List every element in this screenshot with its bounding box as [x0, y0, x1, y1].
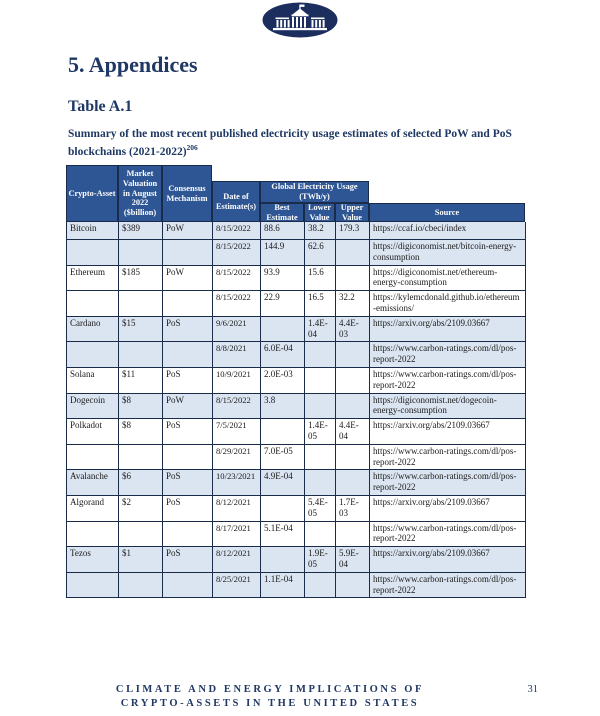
table-row: [67, 291, 526, 317]
cell-crypto-asset: Tezos: [67, 547, 119, 573]
cell-upper-value: 179.3: [336, 222, 370, 240]
cell-best-estimate: 2.0E-03: [261, 368, 305, 394]
header-source: Source: [369, 203, 525, 222]
cell-upper-value: 4.4E-04: [336, 419, 370, 445]
cell-upper-value: 4.4E-03: [336, 317, 370, 343]
cell-lower-value: [305, 470, 336, 496]
header-crypto-asset: Crypto-Asset: [66, 165, 118, 222]
cell-date: 7/5/2021: [213, 419, 261, 445]
cell-source: https://arxiv.org/abs/2109.03667: [370, 419, 526, 445]
table-row: [67, 496, 526, 522]
cell-date: 9/6/2021: [213, 317, 261, 343]
cell-upper-value: [336, 522, 370, 548]
header-global-electricity-usage: Global Electricity Usage (TWh/y): [260, 181, 369, 203]
cell-market-valuation: $2: [119, 496, 163, 522]
cell-upper-value: 5.9E-04: [336, 547, 370, 573]
white-house-seal-icon: [262, 2, 338, 43]
header-date-of-estimate: Date of Estimate(s): [212, 181, 260, 222]
table-row: [67, 266, 526, 292]
cell-consensus: PoS: [163, 547, 213, 573]
electricity-usage-table: [66, 165, 526, 598]
cell-lower-value: [305, 573, 336, 599]
cell-crypto-asset: Polkadot: [67, 419, 119, 445]
cell-date: 8/12/2021: [213, 547, 261, 573]
table-header: [66, 165, 526, 222]
footer-line-2: CRYPTO-ASSETS IN THE UNITED STATES: [120, 697, 420, 709]
cell-date: 8/12/2021: [213, 496, 261, 522]
cell-crypto-asset: Cardano: [67, 317, 119, 343]
table-row: [67, 342, 526, 368]
cell-market-valuation: $8: [119, 394, 163, 420]
cell-best-estimate: 7.0E-05: [261, 445, 305, 471]
table-row: [67, 547, 526, 573]
cell-consensus: [163, 573, 213, 599]
cell-source: https://arxiv.org/abs/2109.03667: [370, 317, 526, 343]
cell-upper-value: [336, 342, 370, 368]
cell-crypto-asset: [67, 291, 119, 317]
table-row: [67, 445, 526, 471]
cell-upper-value: [336, 240, 370, 266]
cell-market-valuation: [119, 573, 163, 599]
cell-consensus: [163, 445, 213, 471]
cell-consensus: PoS: [163, 419, 213, 445]
table-caption-text: Summary of the most recent published electricity usage estimates of selected PoW and PoS blockchains (2021-2022): [68, 128, 512, 158]
cell-date: 8/15/2022: [213, 240, 261, 266]
table-body: [66, 222, 526, 598]
cell-source: https://arxiv.org/abs/2109.03667: [370, 547, 526, 573]
cell-market-valuation: [119, 240, 163, 266]
cell-date: 8/15/2022: [213, 291, 261, 317]
cell-best-estimate: 88.6: [261, 222, 305, 240]
cell-crypto-asset: Dogecoin: [67, 394, 119, 420]
cell-crypto-asset: Avalanche: [67, 470, 119, 496]
cell-lower-value: 38.2: [305, 222, 336, 240]
cell-upper-value: [336, 368, 370, 394]
cell-crypto-asset: [67, 342, 119, 368]
header-consensus: Consensus Mechanism: [162, 165, 212, 222]
cell-lower-value: 16.5: [305, 291, 336, 317]
cell-market-valuation: $8: [119, 419, 163, 445]
cell-consensus: [163, 291, 213, 317]
cell-date: 8/15/2022: [213, 266, 261, 292]
table-caption: [68, 127, 542, 160]
cell-source: https://www.carbon-ratings.com/dl/pos-report-2022: [370, 445, 526, 471]
cell-best-estimate: [261, 419, 305, 445]
cell-consensus: [163, 240, 213, 266]
table-row: [67, 317, 526, 343]
cell-source: https://www.carbon-ratings.com/dl/pos-report-2022: [370, 342, 526, 368]
cell-upper-value: [336, 470, 370, 496]
header-upper-value: Upper Value: [335, 203, 369, 222]
cell-crypto-asset: [67, 445, 119, 471]
cell-source: https://digiconomist.net/ethereum-energy-consumption: [370, 266, 526, 292]
cell-source: https://www.carbon-ratings.com/dl/pos-report-2022: [370, 573, 526, 599]
cell-date: 10/23/2021: [213, 470, 261, 496]
cell-date: 8/8/2021: [213, 342, 261, 368]
cell-lower-value: [305, 342, 336, 368]
cell-crypto-asset: Algorand: [67, 496, 119, 522]
cell-lower-value: [305, 445, 336, 471]
header-market-valuation: Market Valuation in August 2022 ($billion): [118, 165, 162, 222]
cell-market-valuation: [119, 522, 163, 548]
cell-lower-value: 1.9E-05: [305, 547, 336, 573]
cell-best-estimate: 4.9E-04: [261, 470, 305, 496]
cell-best-estimate: [261, 317, 305, 343]
cell-crypto-asset: Ethereum: [67, 266, 119, 292]
cell-date: 8/17/2021: [213, 522, 261, 548]
table-title: Table A.1: [68, 98, 133, 115]
cell-crypto-asset: [67, 522, 119, 548]
cell-best-estimate: [261, 496, 305, 522]
cell-crypto-asset: [67, 573, 119, 599]
cell-upper-value: 1.7E-03: [336, 496, 370, 522]
cell-date: 8/29/2021: [213, 445, 261, 471]
cell-source: https://digiconomist.net/bitcoin-energy-consumption: [370, 240, 526, 266]
cell-crypto-asset: Bitcoin: [67, 222, 119, 240]
cell-date: 8/25/2021: [213, 573, 261, 599]
cell-best-estimate: 144.9: [261, 240, 305, 266]
cell-lower-value: 15.6: [305, 266, 336, 292]
header-lower-value: Lower Value: [304, 203, 335, 222]
cell-upper-value: 32.2: [336, 291, 370, 317]
cell-consensus: PoS: [163, 317, 213, 343]
cell-lower-value: 1.4E-04: [305, 317, 336, 343]
cell-market-valuation: $1: [119, 547, 163, 573]
cell-source: https://kylemcdonald.github.io/ethereum-emissions/: [370, 291, 526, 317]
footer-line-1: CLIMATE AND ENERGY IMPLICATIONS OF: [115, 684, 425, 695]
table-row: [67, 522, 526, 548]
cell-date: 8/15/2022: [213, 222, 261, 240]
cell-best-estimate: 5.1E-04: [261, 522, 305, 548]
cell-consensus: [163, 342, 213, 368]
cell-market-valuation: $11: [119, 368, 163, 394]
table-row: [67, 394, 526, 420]
cell-lower-value: [305, 394, 336, 420]
table-row: [67, 240, 526, 266]
cell-consensus: PoW: [163, 222, 213, 240]
table-row: [67, 368, 526, 394]
cell-market-valuation: $15: [119, 317, 163, 343]
cell-source: https://ccaf.io/cbeci/index: [370, 222, 526, 240]
footnote-reference[interactable]: 206: [186, 142, 198, 152]
cell-consensus: PoW: [163, 394, 213, 420]
cell-consensus: PoS: [163, 496, 213, 522]
cell-lower-value: [305, 368, 336, 394]
cell-crypto-asset: [67, 240, 119, 266]
cell-lower-value: [305, 522, 336, 548]
cell-best-estimate: 1.1E-04: [261, 573, 305, 599]
table-row: [67, 419, 526, 445]
cell-market-valuation: [119, 342, 163, 368]
cell-source: https://www.carbon-ratings.com/dl/pos-report-2022: [370, 522, 526, 548]
cell-lower-value: 5.4E-05: [305, 496, 336, 522]
table-row: [67, 222, 526, 240]
cell-consensus: PoS: [163, 470, 213, 496]
cell-lower-value: 1.4E-05: [305, 419, 336, 445]
cell-upper-value: [336, 573, 370, 599]
cell-date: 8/15/2022: [213, 394, 261, 420]
section-title: 5. Appendices: [68, 52, 198, 77]
cell-market-valuation: $6: [119, 470, 163, 496]
cell-best-estimate: 3.8: [261, 394, 305, 420]
cell-best-estimate: 93.9: [261, 266, 305, 292]
cell-best-estimate: [261, 547, 305, 573]
cell-market-valuation: [119, 291, 163, 317]
table-row: [67, 470, 526, 496]
cell-upper-value: [336, 394, 370, 420]
cell-consensus: [163, 522, 213, 548]
cell-market-valuation: [119, 445, 163, 471]
cell-source: https://arxiv.org/abs/2109.03667: [370, 496, 526, 522]
cell-best-estimate: 22.9: [261, 291, 305, 317]
cell-market-valuation: $389: [119, 222, 163, 240]
cell-date: 10/9/2021: [213, 368, 261, 394]
cell-upper-value: [336, 266, 370, 292]
cell-source: https://www.carbon-ratings.com/dl/pos-report-2022: [370, 470, 526, 496]
table-row: [67, 573, 526, 599]
page-number: 31: [527, 684, 538, 695]
cell-crypto-asset: Solana: [67, 368, 119, 394]
cell-consensus: PoW: [163, 266, 213, 292]
cell-best-estimate: 6.0E-04: [261, 342, 305, 368]
cell-upper-value: [336, 445, 370, 471]
cell-consensus: PoS: [163, 368, 213, 394]
cell-lower-value: 62.6: [305, 240, 336, 266]
cell-market-valuation: $185: [119, 266, 163, 292]
cell-source: https://www.carbon-ratings.com/dl/pos-report-2022: [370, 368, 526, 394]
cell-source: https://digiconomist.net/dogecoin-energy-consumption: [370, 394, 526, 420]
header-best-estimate: Best Estimate: [260, 203, 304, 222]
page-footer: [60, 683, 480, 710]
